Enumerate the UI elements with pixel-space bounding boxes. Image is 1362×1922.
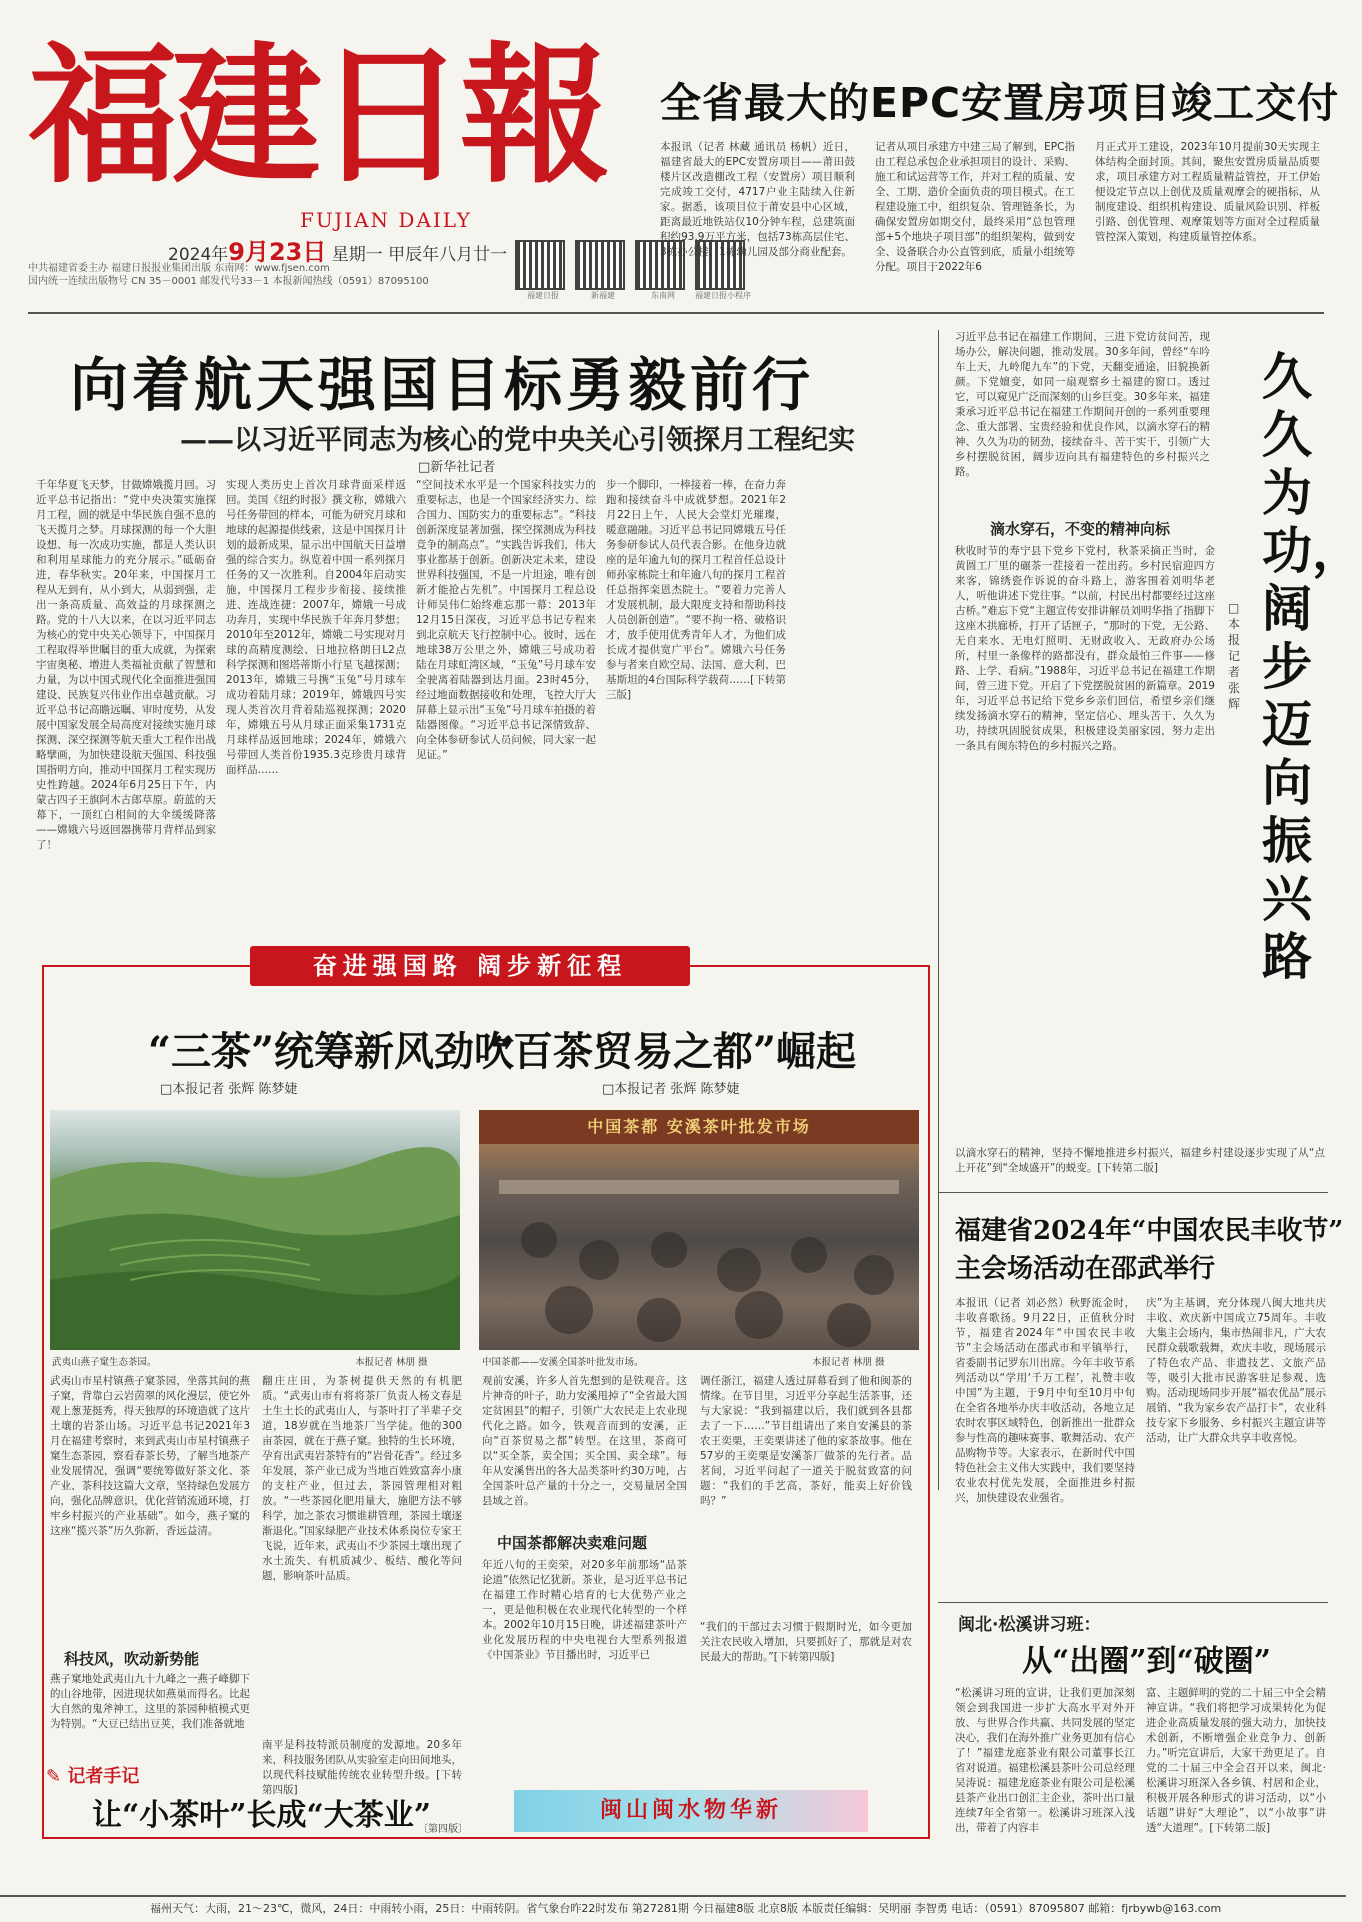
date-year: 2024年 <box>168 245 229 265</box>
tea2-section-text: 年近八旬的王奕荣，对20多年前那场“品茶论道”依然记忆犹新。茶业，是习近平总书记在福建工作时精心培育的七大优势产业之一，更是他积极在农业现代化转型的一个样本。2002年10月15日晚，讲述福建茶叶产业化发展历程的中央电视台大型系列报道《中国茶业》节目播出时，习近平已 <box>482 1559 687 1661</box>
tea2-section-heading: 中国茶都解决卖难问题 <box>497 1534 648 1552</box>
side-feature-tail: 以滴水穿石的精神，坚持不懈地推进乡村振兴，福建乡村建设逐步实现了从“点上开花”到“全域盛开”的蜕变。[下转第二版] <box>955 1147 1325 1174</box>
luxi-title[interactable]: 从“出圈”到“破圈” <box>1022 1644 1272 1679</box>
lead-subtitle: ——以习近平同志为核心的党中央关心引领探月工程纪实 <box>180 425 855 456</box>
tea1-col-1: 武夷山市星村镇燕子窠茶园，坐落其间的燕子窠，背靠白云岩茵翠的风化漫层，使它外观上葱茏挺秀，得天独厚的环境造就了这片土壤的岩茶山场。习近平总书记2021年3月在福建考察时，来到武夷山市星村镇燕子窠生态茶园，察看春茶长势，了解当地茶产业发展情况，强调“要统筹做好茶文化、茶产业、茶科技这篇大文章，坚持绿色发展方向，强化品牌意识，优化营销流通环境，打牢乡村振兴的产业基础”。如今，燕子窠的这座“揽兴茶”历久弥新，香远益清。 <box>50 1375 250 1537</box>
lead-col-3: “空间技术水平是一个国家科技实力的重要标志，也是一个国家经济实力、综合国力、国防实力的重要标志”。“科技创新深度显著加强，探空探测成为科技竞争的制高点”。“实践告诉我们，伟大事业都基于创新。创新决定未来，建设世界科技强国，不是一片坦途，唯有创新才能抢占先机”。中国探月工程总设计师吴伟仁始终难忘那一幕：2013年12月15日深夜，习近平总书记专程来到北京航天飞行控制中心。彼时，远在地球38万公里之外，嫦娥三号成功着陆在月球虹湾区域，“玉兔”号月球车安全驶离着陆器到达月面。23时45分，经过地面数据接收和处理，飞控大厅大屏幕上显示出“玉兔”号月球车拍摄的着陆器图像。“习近平总书记深情致辞、向全体参研参试人员问候，同大家一起见证。” <box>416 479 596 761</box>
tea1-photo-caption: 武夷山燕子窠生态茶园。 <box>52 1357 157 1368</box>
tea2-col-2: 调任浙江，福建人透过屏幕看到了他和闽茶的情缘。在节目里，习近平分享起生活茶事，还与大家说：“我到福建以后，我们就到各县都去了一下……”节目组请出了来自安溪县的茶农王奕栗，王奕栗讲述了他的家茶故事。他在57岁的王奕栗是安溪茶厂做茶的先行者。品茗间，习近平问起了一道关于脱贫致富的问题：“我们的手艺高，茶好，能卖上好价钱吗？” <box>700 1375 912 1507</box>
header-divider <box>28 312 1324 314</box>
market-sign: 中国茶都 安溪茶叶批发市场 <box>479 1110 919 1144</box>
masthead-logo: 福建日報 <box>28 28 605 204</box>
tea-garden-photo <box>50 1110 460 1350</box>
qr-icon <box>575 240 625 290</box>
tea1-photo-credit: 本报记者 林朋 摄 <box>355 1357 428 1368</box>
lead-col-2: 实现人类历史上首次月球背面采样返回。美国《纽约时报》撰文称，嫦娥六号任务带回的样本，可能为研究月球和地球的起源提供线索，这是中国探月计划的最新成果，显示出中国航天日益增强的综合实力。纵览着中国一系列探月任务的又一次胜利。自2004年启动实施，中国探月工程步步衔接、接续推进、连战连捷：2007年，嫦娥一号成功奔月，实现中华民族千年奔月梦想；2010年至2012年，嫦娥二号实现对月球的高精度测绘、日地拉格朗日L2点科学探测和图塔蒂斯小行星飞越探测；2013年，嫦娥三号携“玉兔”号月球车成功着陆月球；2019年，嫦娥四号实现人类首次月背着陆巡视探测；2020年，嫦娥五号从月球正面采集1731克月球样品返回地球；2024年，嫦娥六号带回人类首份1935.3克珍贵月球背面样品…… <box>226 479 406 776</box>
harvest-col-2: 庆”为主基调，充分体现八闽大地共庆丰收、欢庆新中国成立75周年。丰收大集主会场内，集市热闹非凡，广大农民群众载歌载舞，欢庆丰收，现场展示了特色农产品、非遗技艺、文旅产品等，吸引大批市民游客驻足参观、选购。活动现场同步开展“福农优品”展示展销、“我为家乡农产品打卡”，农业科技专家下乡服务、乡村振兴主题宣讲等活动，让广大群众共享丰收喜悦。 <box>1146 1297 1326 1444</box>
qr-label: 福建日报小程序 <box>695 291 751 300</box>
tea1-col-2: 翻庄庄田，为茶树提供天然的有机肥质。“武夷山市有将将茶厂负责人杨文春是土生土长的武夷山人，与茶叶打了半辈子交道，18岁就在当地茶厂当学徒。他的300亩茶园，就在于燕子窠。独特的生长环境，孕育出武夷岩茶特有的“岩骨花香”。经过多年发展，茶产业已成为当地百姓致富奔小康的支柱产业，但过去，茶园管理相对粗放。“一些茶园化肥用量大，施肥方法不够科学，加之茶农习惯谁耕管理，茶园土壤逐渐退化。”国家绿肥产业技术体系岗位专家王飞说，近年来，武夷山不少茶园土壤出现了水土流失、有机质减少、板结、酸化等问题，影响茶叶品质。 <box>262 1375 462 1582</box>
masthead-english-name: FUJIAN DAILY <box>300 208 472 232</box>
lead-col-4: 步一个脚印，一棒接着一棒，在奋力奔跑和接续奋斗中成就梦想。2021年2月22日上午，人民大会堂灯光璀璨，暖意融融。习近平总书记同嫦娥五号任务参研参试人员代表合影。在他身边就座的是年逾九旬的探月工程首任总设计师孙家栋院士和年逾八旬的探月工程首任总指挥栾恩杰院士。“要着力完善人才发展机制，最大限度支持和帮助科技人员创新创造”。“要不拘一格、破格识才，放手使用优秀青年人才，为他们成长成才提供宽广平台”。嫦娥六号任务参与者来自欧空局、法国、意大利、巴基斯坦的4台国际科学载荷……[下转第三版] <box>606 479 786 701</box>
side-feature-col-1: 习近平总书记在福建工作期间，三进下党访贫问苦，现场办公，解决问题，推动发展。30多年间，曾经“车吟车上天，九岭爬九车”的下党，天翻变通途，旧貌换新颜。下党嬗变，如同一扇观察乡土福建的窗口。透过它，可以窥见广泛而深刻的山乡巨变。30多年来，福建秉承习近平总书记在福建工作期间开创的一系列重要理念、重大部署、宝贵经验和优良作风，以滴水穿石的精神、久久为功的韧劲，接续奋斗、苦干实干，引领广大乡村摆脱贫困，阔步迈向具有福建特色的乡村振兴之路。 <box>955 331 1210 478</box>
side-feature-col-2: 秋收时节的寿宁县下党乡下党村，秋茶采摘正当时，金黄圆工厂里的碾茶一茬接着一茬出药。乡村民宿迎四方来客，锦绣瓷作诉说的奋斗路上，游客围着刘明华老人，听他讲述下党往事。“以前，村民出村都要经过这座古桥。”难忘下党“主题宣传安排讲解员刘明华指了指脚下这座木拱廊桥，打开了话匣子，“那时的下党，无公路、无自来水、无电灯照明、无财政收入、无政府办公场所，村里一条像样的路都没有，群众最怕三件事——修路、上学、看病。”1988年，习近平总书记在福建工作期间，曾三进下党。开启了下党摆脱贫困的新篇章。2019年，习近平总书记给下党乡乡亲们回信，希望乡亲们继续发扬滴水穿石的精神，坚定信心、埋头苦干、久久为功，持续巩固脱贫成果，积极建设美丽家园，努力走出一条具有闽东特色的乡村振兴之路。 <box>955 545 1215 752</box>
side-feature-byline: □本报记者 张辉 <box>1228 601 1241 711</box>
reporter-note-label <box>46 1762 139 1788</box>
hills-icon <box>50 1110 460 1350</box>
section-banner: 奋进强国路 阔步新征程 <box>250 946 690 986</box>
qr-icon <box>515 240 565 290</box>
luxi-col-2: 富、主题鲜明的党的二十届三中全会精神宣讲。“我们将把学习成果转化为促进企业高质量发展的强大动力，加快技术创新，不断增强企业竞争力、创新力。”听完宣讲后，大家干劲更足了。自党的二十届三中全会召开以来，闽北·松溪讲习班深入各乡镇、村居和企业，积极开展各种形式的讲习活动，以“小话题”讲好“大理论”，以“小故事”讲透“大道理”。[下转第二版] <box>1146 1687 1326 1834</box>
top-story-col-2: 记者从项目承建方中建三局了解到，EPC指由工程总承包企业承担项目的设计、采购、施工和试运营等工作，并对工程的质量、安全、工期、造价全面负责的项目模式。在工程建设施工中，组织复杂、管理链条长，为确保安置房如期交付，最终采用“总包管理部+5个地块子项目部”的组织架构，做到安全、设备联合办公直管到底，质量小组统筹分配。项目于2022年6 <box>875 141 1075 273</box>
reporter-note-label-text: 记者手记 <box>67 1766 140 1787</box>
masthead-info <box>28 262 548 288</box>
date-weekday: 星期一 甲辰年八月廿一 <box>331 245 508 265</box>
footer-bar <box>0 1895 1346 1922</box>
tea1-tail: 南平是科技特派员制度的发源地。20多年来，科技服务团队从实验室走向田间地头，以现代科技赋能传统农业转型升级。[下转第四版] <box>262 1739 462 1796</box>
info-line-1: 中共福建省委主办 福建日报报业集团出版 东南网：www.fjsen.com <box>28 263 330 274</box>
tea2-title[interactable]: “百茶贸易之都”崛起 <box>490 1028 857 1075</box>
date-main: 9月23日 <box>228 238 327 266</box>
tea2-tail: “我们的干部过去习惯于假期时光，如今更加关注农民收入增加，只要抓好了，那就是对农民最大的帮助。”[下转第四版] <box>700 1621 912 1663</box>
info-line-2: 国内统一连续出版物号 CN 35－0001 邮发代号33－1 本报新闻热线（0591）87095100 <box>28 276 429 287</box>
pen-icon: ✎ <box>46 1766 62 1787</box>
qr-label: 福建日报 <box>527 291 559 300</box>
qr-label: 新福建 <box>591 291 615 300</box>
tea1-section-heading: 科技风，吹动新势能 <box>64 1650 200 1668</box>
qr-code-1[interactable] <box>515 240 571 301</box>
market-crowd-icon <box>479 1110 919 1350</box>
tea1-title[interactable]: “三茶”统筹新风劲吹 <box>148 1028 515 1075</box>
promo-banner: 闽山闽水物华新 <box>514 1790 868 1832</box>
luxi-kicker: 闽北·松溪讲习班： <box>958 1615 1101 1635</box>
harvest-title-1[interactable]: 福建省2024年“中国农民丰收节” <box>955 1216 1344 1246</box>
harvest-col-1: 本报讯（记者 刘必然）秋野流金时，丰收喜歌扬。9月22日，正值秋分时节，福建省2024年“中国农民丰收节”主会场活动在邵武市和平镇举行，省委副书记罗东川出席。今年丰收节系列活动以“学用‘千万工程’，礼赞丰收中国”为主题，于9月中旬至10月中旬在全省各地举办庆丰收活动，各地立足农时农事区域特色，创新推出一批群众参与性高的趣味赛事、歌舞活动、农产品购物节等。大家表示，在新时代中国特色社会主义伟大实践中，我们要坚持农业农村优先发展，全面推进乡村振兴，加快建设农业强省。 <box>955 1297 1135 1504</box>
tea1-section-text: 燕子窠地处武夷山九十九峰之一燕子峰脚下的山谷地带，因进现状如燕巢而得名。比起大自然的鬼斧神工，这里的茶园种植模式更为特别。“大豆已结出豆荚，我们准备就地 <box>50 1673 250 1730</box>
right-divider-2 <box>938 1602 1328 1603</box>
footer-text: 福州天气：大雨，21～23℃，微风，24日：中雨转小雨，25日：中雨转阴。省气象台昨22时发布 第27281期 今日福建8版 北京8版 本版责任编辑：吴明丽 李智勇 电话：（0591）87095807 邮箱：fjrbywb@163.com <box>150 1902 1222 1915</box>
top-story-col-1: 本报讯（记者 林藏 通讯员 杨帆）近日，福建省最大的EPC安置房项目——莆田鼓楼片区改造棚改工程（安置房）项目顺利完成竣工交付，4717户业主陆续入住新家。据悉，该项目位于莆安县中心区域，距离最近地铁站仅10分钟车程，总建筑面积约93.9万平方米，包括73栋高层住宅、3栋办公楼、1栋幼儿园及部分商业配套。 <box>660 141 855 258</box>
tea2-byline: □本报记者 张辉 陈梦婕 <box>602 1082 740 1097</box>
tea-market-photo <box>479 1110 919 1350</box>
tea2-photo-caption: 中国茶都——安溪全国茶叶批发市场。 <box>482 1357 644 1368</box>
luxi-col-1: “松溪讲习班的宣讲，让我们更加深刻领会到我国进一步扩大高水平对外开放、与世界合作共赢、共同发展的坚定决心，我们在海外推广业务更加有信心了！”福建龙庭茶业有限公司董事长江省对说道。福建松溪县茶叶公司总经理吴涛说：福建龙庭茶业有限公司是松溪县茶产业出口创汇主企业，茶叶出口量连续7年全省第一。松溪讲习班深入浅出，带着了内容丰 <box>955 1687 1135 1834</box>
top-story-headline: 全省最大的EPC安置房项目竣工交付 <box>660 79 1340 127</box>
side-feature-subhead: 滴水穿石，不变的精神向标 <box>990 520 1171 538</box>
lead-col-1: 千年华夏飞天梦，甘做嫦娥揽月回。习近平总书记指出：“党中央决策实施探月工程，圆的就是中华民族自强不息的飞天揽月之梦。月球探测的每一个大胆设想、每一次成功实施，都是人类认识和利用星球能力的充分展示。”砥砺奋进，春华秋实。20年来，中国探月工程从无到有，从小到大，从弱到强，走出一条高质量、高效益的月球探测之路。党的十八大以来，在以习近平同志为核心的党中央关心领导下，中国探月工程取得举世瞩目的重大成就，为探索宇宙奥秘、增进人类福祉贡献了智慧和力量，为以中国式现代化全面推进强国建设、民族复兴伟业作出卓越贡献。习近平总书记高瞻远瞩、审时度势，从发展中国家发展全局高度对接续实施月球探测、深空探测等航天重大工程作出战略擘画，为加快建设航天强国、科技强国指明方向，推动中国探月工程实现历史性跨越。2024年6月25日下午，内蒙古四子王旗阿木古郎草原。蔚蓝的天幕下，一顶红白相间的大伞缓缓降落——嫦娥六号返回器携带月背样品到家了！ <box>36 479 216 851</box>
top-story-col-3: 月正式开工建设，2023年10月提前30天实现主体结构全面封顶。其间，聚焦安置房质量品质要求，项目承建方对工程质量精益管控，开工伊始便设定节点以上创优及质量观摩会的硬指标，从制度建设、组织机构建设、质量风险识别、样板引路、创优管理、观摩策划等方面对全过程质量管控深入策划，构建质量管控体系。 <box>1095 141 1320 243</box>
qr-code-2[interactable] <box>575 240 631 301</box>
qr-label: 东南网 <box>651 291 675 300</box>
reporter-note-page: 〔第四版〕 <box>418 1824 468 1835</box>
lead-headline[interactable]: 向着航天强国目标勇毅前行 <box>70 351 815 419</box>
reporter-note-title[interactable]: 让“小茶叶”长成“大茶业” <box>92 1798 432 1833</box>
lead-byline: □新华社记者 <box>418 460 496 475</box>
harvest-title-2[interactable]: 主会场活动在邵武举行 <box>955 1254 1216 1284</box>
tea2-col-1: 观前安溪，许多人首先想到的是铁观音。这片神奇的叶子，助力安溪甩掉了“全省最大国定贫困县”的帽子，引领广大农民走上农业现代化之路。如今，铁观音而到的安溪，正向“百茶贸易之都”转型。在这里，茶商可以“买全茶，卖全国；买全国、卖全球”。每年从安溪售出的各大品类茶叶约30万吨，占全国茶叶总产量的十分之一，交易量居全国县域之首。 <box>482 1375 687 1507</box>
tea2-photo-credit: 本报记者 林朋 摄 <box>812 1357 885 1368</box>
tea1-byline: □本报记者 张辉 陈梦婕 <box>160 1082 298 1097</box>
side-feature-title[interactable]: 久久为功，阔步迈向振兴路 <box>1262 348 1362 986</box>
column-divider <box>938 330 939 1490</box>
right-divider-1 <box>938 1192 1328 1193</box>
